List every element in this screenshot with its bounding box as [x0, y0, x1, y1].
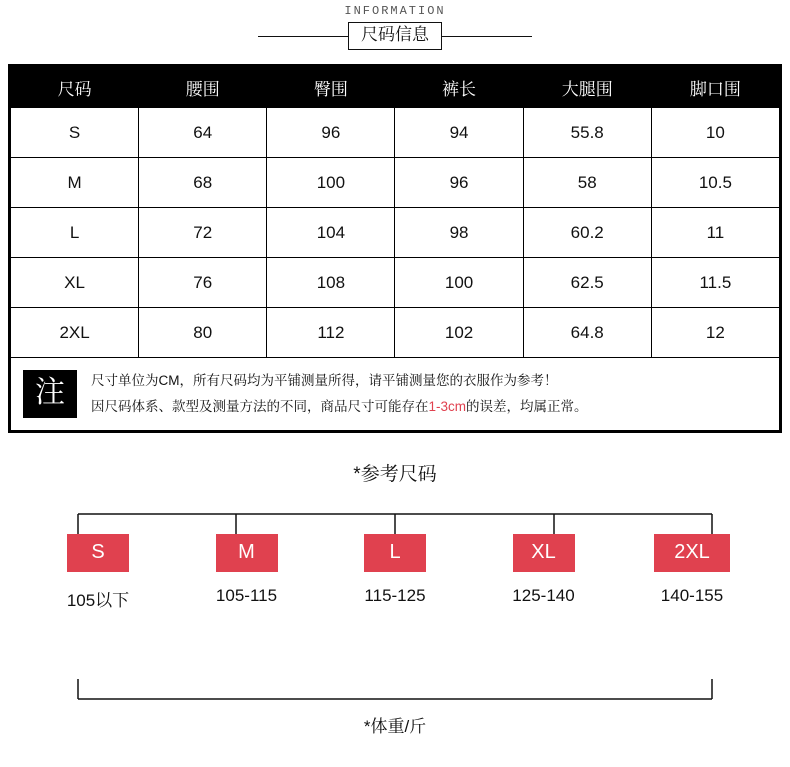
reference-area — [8, 494, 782, 744]
cell-hem: 10.5 — [651, 158, 779, 208]
column-header-waist: 腰围 — [139, 67, 267, 108]
cell-length: 94 — [395, 108, 523, 158]
cell-thigh: 64.8 — [523, 308, 651, 358]
cell-length: 98 — [395, 208, 523, 258]
note-lines — [91, 368, 588, 419]
reference-item — [187, 534, 307, 611]
column-header-thigh: 大腿围 — [523, 67, 651, 108]
size-table-wrap — [8, 64, 782, 432]
size-chip-xl[interactable]: XL — [513, 534, 575, 572]
note-badge: 注 — [23, 370, 77, 418]
reference-title: *参考尺码 — [353, 463, 437, 485]
reference-chip-row — [8, 534, 782, 611]
column-header-hip: 臀围 — [267, 67, 395, 108]
table-row — [11, 258, 780, 308]
cell-thigh: 60.2 — [523, 208, 651, 258]
weight-range-m: 105-115 — [215, 585, 278, 605]
column-header-length: 裤长 — [395, 67, 523, 108]
title-rule-left — [258, 36, 348, 37]
cell-hem: 11 — [651, 208, 779, 258]
cell-hip: 108 — [267, 258, 395, 308]
column-header-hem: 脚口围 — [651, 67, 779, 108]
cell-thigh: 58 — [523, 158, 651, 208]
size-chip-m[interactable]: M — [216, 534, 278, 572]
cell-waist: 68 — [139, 158, 267, 208]
table-row — [11, 308, 780, 358]
cell-length: 102 — [395, 308, 523, 358]
reference-brackets — [8, 494, 782, 744]
reference-item — [38, 534, 158, 611]
table-header-row — [11, 67, 780, 108]
cell-length: 100 — [395, 258, 523, 308]
title-row — [0, 22, 790, 50]
cell-thigh: 62.5 — [523, 258, 651, 308]
size-table — [10, 66, 780, 430]
table-row — [11, 108, 780, 158]
cell-hip: 96 — [267, 108, 395, 158]
note-cell — [11, 358, 780, 430]
cell-size: S — [11, 108, 139, 158]
reference-item — [632, 534, 752, 611]
cell-waist: 64 — [139, 108, 267, 158]
table-row — [11, 158, 780, 208]
cell-size: L — [11, 208, 139, 258]
cell-hip: 104 — [267, 208, 395, 258]
size-chip-2xl[interactable]: 2XL — [654, 534, 730, 572]
cell-hem: 10 — [651, 108, 779, 158]
eyebrow-text: INFORMATION — [344, 4, 446, 18]
reference-item — [335, 534, 455, 611]
cell-size: M — [11, 158, 139, 208]
cell-length: 96 — [395, 158, 523, 208]
table-head — [11, 67, 780, 108]
size-chip-l[interactable]: L — [364, 534, 426, 572]
title-rule-right — [442, 36, 532, 37]
weight-range-s: 105以下 — [66, 590, 130, 610]
cell-waist: 76 — [139, 258, 267, 308]
note-tolerance-value: 1-3cm — [428, 399, 467, 415]
reference-item — [484, 534, 604, 611]
note-line-2-pre: 因尺码体系、款型及测量方法的不同，商品尺寸可能存在 — [91, 399, 429, 415]
cell-waist: 72 — [139, 208, 267, 258]
cell-waist: 80 — [139, 308, 267, 358]
weight-range-l: 115-125 — [364, 585, 426, 605]
cell-size: XL — [11, 258, 139, 308]
table-body — [11, 108, 780, 430]
size-chip-s[interactable]: S — [67, 534, 129, 572]
weight-range-2xl: 140-155 — [660, 585, 724, 605]
cell-hem: 11.5 — [651, 258, 779, 308]
table-row — [11, 208, 780, 258]
table-note-row — [11, 358, 780, 430]
cell-hip: 100 — [267, 158, 395, 208]
page-header — [0, 0, 790, 50]
cell-hem: 12 — [651, 308, 779, 358]
note-line-2-post: 的误差，均属正常。 — [466, 399, 588, 415]
cell-size: 2XL — [11, 308, 139, 358]
note-inner — [23, 368, 767, 419]
page-title: 尺码信息 — [348, 22, 442, 50]
cell-thigh: 55.8 — [523, 108, 651, 158]
note-line-2 — [91, 394, 588, 420]
weight-range-xl: 125-140 — [512, 585, 575, 605]
cell-hip: 112 — [267, 308, 395, 358]
column-header-size: 尺码 — [11, 67, 139, 108]
weight-axis-label: *体重/斤 — [363, 716, 427, 736]
note-line-1: 尺寸单位为CM，所有尺码均为平铺测量所得，请平铺测量您的衣服作为参考！ — [91, 373, 558, 389]
